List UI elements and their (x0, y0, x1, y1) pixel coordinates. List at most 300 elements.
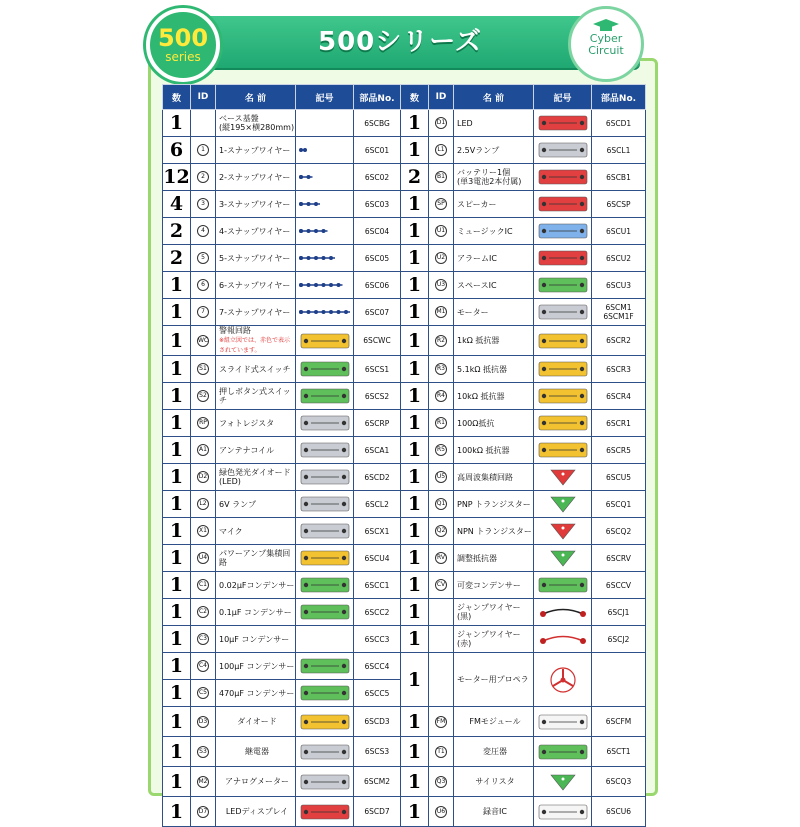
name-cell (216, 356, 296, 383)
part-name: モーター (457, 307, 489, 317)
part-number-cell: 6SCR3 (592, 356, 646, 383)
part-number-cell: 6SCSP (592, 191, 646, 218)
id-cell (429, 464, 454, 491)
name-cell (454, 545, 534, 572)
col-symbol: 記号 (534, 85, 592, 110)
part-name: 7-スナップワイヤー (219, 307, 291, 317)
part-name: 6V ランプ (219, 499, 257, 509)
id-cell (429, 599, 454, 626)
part-number-cell: 6SCRV (592, 545, 646, 572)
page-title: 500シリーズ (318, 27, 482, 57)
id-cell (191, 707, 216, 737)
symbol-cell (296, 383, 354, 410)
part-number-cell: 6SCM2 (354, 767, 401, 797)
id-cell (429, 356, 454, 383)
id-badge: 4 (197, 225, 209, 237)
qty-cell: 1 (163, 626, 191, 653)
qty-cell: 1 (401, 437, 429, 464)
part-name: 継電器 (245, 747, 269, 756)
part-name: 押しボタン式スイッチ (219, 387, 291, 405)
snap-wire-symbol (299, 303, 351, 321)
id-cell (429, 626, 454, 653)
name-cell (216, 626, 296, 653)
qty-cell: 1 (401, 272, 429, 299)
part-number-cell: 6SCU4 (354, 545, 401, 572)
name-cell (454, 437, 534, 464)
table-row (163, 356, 646, 383)
part-number-cell: 6SCC2 (354, 599, 401, 626)
id-cell (429, 797, 454, 827)
table-row (163, 599, 646, 626)
symbol-cell (534, 797, 592, 827)
id-badge: U1 (435, 225, 447, 237)
id-cell (191, 110, 216, 137)
part-name: スライド式スイッチ (219, 364, 291, 374)
part-name: 変圧器 (483, 747, 507, 756)
qty-cell: 1 (401, 707, 429, 737)
part-number-cell: 6SCA1 (354, 437, 401, 464)
symbol-cell (534, 737, 592, 767)
table-row (163, 545, 646, 572)
name-cell (454, 572, 534, 599)
part-name: アナログメーター (225, 777, 289, 786)
name-cell (454, 110, 534, 137)
id-badge: SP (435, 198, 447, 210)
name-cell (216, 110, 296, 137)
part-name: ミュージックIC (457, 226, 513, 236)
id-badge: 3 (197, 198, 209, 210)
name-cell (216, 707, 296, 737)
part-number-cell: 6SCX1 (354, 518, 401, 545)
part-number-cell: 6SCB1 (592, 164, 646, 191)
id-badge: FM (435, 716, 447, 728)
qty-cell: 1 (163, 518, 191, 545)
part-name: LED (457, 118, 473, 128)
symbol-cell (296, 797, 354, 827)
qty-cell: 1 (401, 356, 429, 383)
id-cell (191, 326, 216, 356)
part-number-cell: 6SCU5 (592, 464, 646, 491)
part-name: 470μF コンデンサー (219, 688, 295, 698)
graduation-cap-icon (593, 19, 619, 31)
id-cell (429, 737, 454, 767)
id-cell (429, 437, 454, 464)
part-number-cell: 6SC03 (354, 191, 401, 218)
id-cell (429, 410, 454, 437)
part-yellow-symbol (299, 549, 351, 567)
part-number-cell: 6SCC5 (354, 680, 401, 707)
col-qty: 数 (401, 85, 429, 110)
qty-cell: 1 (163, 545, 191, 572)
qty-cell: 1 (163, 356, 191, 383)
part-name: アンテナコイル (219, 445, 275, 455)
qty-cell: 1 (401, 797, 429, 827)
name-cell (216, 272, 296, 299)
id-cell (191, 299, 216, 326)
id-badge: RV (435, 552, 447, 564)
id-badge: D1 (435, 117, 447, 129)
name-cell (454, 299, 534, 326)
id-cell (191, 356, 216, 383)
part-number-cell: 6SCQ1 (592, 491, 646, 518)
id-badge: X1 (197, 525, 209, 537)
table-row (163, 110, 646, 137)
id-cell (429, 326, 454, 356)
name-cell (216, 572, 296, 599)
name-cell (216, 137, 296, 164)
part-green-symbol (299, 684, 351, 702)
symbol-cell (534, 572, 592, 599)
qty-cell: 1 (401, 518, 429, 545)
name-cell (454, 599, 534, 626)
symbol-cell (296, 707, 354, 737)
table-row (163, 383, 646, 410)
id-badge: U5 (435, 471, 447, 483)
qty-cell: 1 (401, 545, 429, 572)
name-cell (216, 653, 296, 680)
snap-wire-symbol (299, 222, 351, 240)
part-number-cell: 6SC05 (354, 245, 401, 272)
snap-wire-symbol (299, 195, 351, 213)
id-badge: R5 (435, 444, 447, 456)
part-yellow-symbol (299, 713, 351, 731)
id-badge: Q3 (435, 776, 447, 788)
id-badge: C1 (197, 579, 209, 591)
part-name: マイク (219, 526, 243, 536)
part-name: 緑色発光ダイオード (LED) (219, 468, 291, 486)
name-cell (454, 191, 534, 218)
qty-cell: 1 (163, 653, 191, 680)
part-number-cell: 6SCD7 (354, 797, 401, 827)
symbol-cell (534, 356, 592, 383)
part-green-symbol (299, 657, 351, 675)
part-number-cell: 6SCRP (354, 410, 401, 437)
part-name: 100μF コンデンサー (219, 661, 295, 671)
name-cell (216, 491, 296, 518)
name-cell (216, 737, 296, 767)
symbol-cell (534, 707, 592, 737)
symbol-cell (534, 545, 592, 572)
part-gray-symbol (299, 773, 351, 791)
id-cell (429, 707, 454, 737)
part-number-cell: 6SCFM (592, 707, 646, 737)
symbol-cell (534, 137, 592, 164)
table-row (163, 797, 646, 827)
qty-cell: 1 (401, 410, 429, 437)
symbol-cell (296, 164, 354, 191)
symbol-cell (296, 110, 354, 137)
id-cell (429, 218, 454, 245)
part-yellow-symbol (537, 387, 589, 405)
table-row (163, 491, 646, 518)
qty-cell: 1 (401, 326, 429, 356)
id-cell (191, 545, 216, 572)
name-cell (216, 464, 296, 491)
part-gray-symbol (537, 303, 589, 321)
part-yellow-symbol (537, 360, 589, 378)
id-cell (429, 767, 454, 797)
name-cell (454, 707, 534, 737)
brand-line-1: Cyber (589, 32, 623, 45)
name-cell (216, 245, 296, 272)
id-cell (191, 191, 216, 218)
part-number-cell: 6SCD3 (354, 707, 401, 737)
id-cell (429, 653, 454, 707)
part-name: 10kΩ 抵抗器 (457, 391, 505, 401)
qty-cell: 1 (163, 299, 191, 326)
part-yellow-symbol (537, 332, 589, 350)
id-cell (191, 410, 216, 437)
qty-cell: 1 (401, 653, 429, 707)
part-name: 5-スナップワイヤー (219, 253, 291, 263)
qty-cell: 6 (163, 137, 191, 164)
name-cell (216, 410, 296, 437)
part-number-cell: 6SCR1 (592, 410, 646, 437)
part-number-cell: 6SCCV (592, 572, 646, 599)
id-badge: Q2 (435, 525, 447, 537)
qty-cell: 1 (163, 110, 191, 137)
part-name: ジャンプワイヤー(赤) (457, 630, 521, 648)
symbol-cell (534, 626, 592, 653)
name-cell (454, 272, 534, 299)
symbol-cell (296, 599, 354, 626)
part-name: 録音IC (483, 807, 507, 816)
id-cell (429, 518, 454, 545)
name-cell (454, 518, 534, 545)
id-badge: 1 (197, 144, 209, 156)
id-badge: A1 (197, 444, 209, 456)
symbol-cell (296, 518, 354, 545)
part-number-cell: 6SC02 (354, 164, 401, 191)
name-cell (454, 797, 534, 827)
id-badge: 6 (197, 279, 209, 291)
col-part-no: 部品No. (592, 85, 646, 110)
part-red-symbol (537, 114, 589, 132)
name-cell (216, 164, 296, 191)
part-number-cell: 6SCT1 (592, 737, 646, 767)
part-name: パワーアンプ集積回路 (219, 549, 291, 567)
id-cell (191, 599, 216, 626)
symbol-cell (534, 464, 592, 491)
part-gray-symbol (299, 743, 351, 761)
symbol-cell (534, 410, 592, 437)
symbol-cell (534, 437, 592, 464)
name-cell (454, 626, 534, 653)
symbol-cell (534, 383, 592, 410)
table-row (163, 272, 646, 299)
name-cell (454, 653, 534, 707)
part-name: 6-スナップワイヤー (219, 280, 291, 290)
id-cell (429, 383, 454, 410)
name-cell (454, 218, 534, 245)
id-cell (191, 518, 216, 545)
parts-table (162, 84, 646, 827)
id-cell (429, 272, 454, 299)
part-name: ベース基盤 (縦195×横280mm) (219, 114, 295, 132)
symbol-cell (534, 218, 592, 245)
qty-cell: 4 (163, 191, 191, 218)
id-cell (191, 272, 216, 299)
part-name: 2-スナップワイヤー (219, 172, 291, 182)
name-cell (454, 491, 534, 518)
brand-logo (568, 6, 644, 82)
qty-cell: 1 (163, 737, 191, 767)
name-cell (216, 326, 296, 356)
table-row (163, 218, 646, 245)
id-cell (191, 464, 216, 491)
id-cell (191, 137, 216, 164)
table-row (163, 737, 646, 767)
id-badge: M2 (197, 776, 209, 788)
part-gray-symbol (299, 414, 351, 432)
qty-cell: 1 (401, 737, 429, 767)
id-cell (191, 572, 216, 599)
part-number-cell: 6SCM1 6SCM1F (592, 299, 646, 326)
propeller-icon (543, 665, 583, 695)
qty-cell: 1 (163, 599, 191, 626)
qty-cell: 1 (401, 218, 429, 245)
part-number-cell: 6SCR2 (592, 326, 646, 356)
qty-cell: 12 (163, 164, 191, 191)
part-number-cell: 6SCJ2 (592, 626, 646, 653)
symbol-cell (296, 545, 354, 572)
series-number: 500 (157, 24, 209, 52)
part-number-cell (592, 653, 646, 707)
part-name: 100Ω抵抗 (457, 418, 495, 428)
symbol-cell (534, 326, 592, 356)
qty-cell: 1 (163, 437, 191, 464)
part-gray-symbol (299, 468, 351, 486)
part-name: 高周波集積回路 (457, 472, 513, 482)
jump-red-symbol (537, 630, 589, 648)
part-gray-symbol (299, 522, 351, 540)
snap-wire-symbol (299, 141, 351, 159)
symbol-cell (534, 767, 592, 797)
id-badge: B1 (435, 171, 447, 183)
part-name: 0.1μF コンデンサー (219, 607, 292, 617)
part-number-cell: 6SC07 (354, 299, 401, 326)
id-cell (191, 245, 216, 272)
id-cell (191, 680, 216, 707)
name-cell (216, 518, 296, 545)
qty-cell: 1 (163, 767, 191, 797)
symbol-cell (534, 653, 592, 707)
id-cell (429, 164, 454, 191)
tri-green-symbol (537, 549, 589, 567)
part-number-cell: 6SCD1 (592, 110, 646, 137)
id-cell (191, 737, 216, 767)
name-cell (216, 545, 296, 572)
part-name: ダイオード (237, 717, 277, 726)
part-number-cell: 6SCD2 (354, 464, 401, 491)
qty-cell: 1 (163, 680, 191, 707)
series-label: series (165, 50, 201, 64)
table-row (163, 653, 646, 680)
symbol-cell (534, 299, 592, 326)
id-badge: C5 (197, 687, 209, 699)
qty-cell: 1 (401, 191, 429, 218)
part-name: 4-スナップワイヤー (219, 226, 291, 236)
col-id: ID (429, 85, 454, 110)
tri-green-symbol (537, 495, 589, 513)
id-badge: D3 (197, 716, 209, 728)
name-cell (216, 191, 296, 218)
part-number-cell: 6SC04 (354, 218, 401, 245)
part-green-symbol (299, 360, 351, 378)
symbol-cell (296, 626, 354, 653)
snap-wire-symbol (299, 249, 351, 267)
part-number-cell: 6SC01 (354, 137, 401, 164)
part-name: 3-スナップワイヤー (219, 199, 291, 209)
id-cell (191, 626, 216, 653)
table-row (163, 464, 646, 491)
table-row (163, 767, 646, 797)
snap-wire-symbol (299, 276, 351, 294)
table-header (163, 85, 646, 110)
name-cell (454, 356, 534, 383)
qty-cell: 2 (163, 218, 191, 245)
symbol-cell (534, 164, 592, 191)
id-cell (191, 767, 216, 797)
symbol-cell (296, 680, 354, 707)
table-row (163, 626, 646, 653)
tri-red-symbol (537, 522, 589, 540)
name-cell (454, 737, 534, 767)
id-badge: WC (197, 335, 209, 347)
table-row (163, 245, 646, 272)
id-badge: C4 (197, 660, 209, 672)
id-badge: 7 (197, 306, 209, 318)
part-gray-symbol (537, 141, 589, 159)
col-qty: 数 (163, 85, 191, 110)
id-badge: C3 (197, 633, 209, 645)
part-number-cell: 6SCU2 (592, 245, 646, 272)
id-badge: RP (197, 417, 209, 429)
name-cell (454, 383, 534, 410)
id-badge: D2 (197, 471, 209, 483)
id-cell (191, 383, 216, 410)
table-row (163, 191, 646, 218)
symbol-cell (534, 272, 592, 299)
id-badge: R3 (435, 363, 447, 375)
part-number-cell: 6SCQ3 (592, 767, 646, 797)
symbol-cell (296, 410, 354, 437)
name-cell (454, 767, 534, 797)
symbol-cell (296, 572, 354, 599)
table-row (163, 518, 646, 545)
tri-red-symbol (537, 468, 589, 486)
part-name: PNP トランジスター (457, 499, 531, 509)
id-badge: 5 (197, 252, 209, 264)
part-red-symbol (537, 195, 589, 213)
qty-cell: 1 (401, 245, 429, 272)
part-green-symbol (299, 387, 351, 405)
id-cell (191, 437, 216, 464)
id-badge: 2 (197, 171, 209, 183)
id-badge: U2 (435, 252, 447, 264)
id-badge: S1 (197, 363, 209, 375)
id-badge: S2 (197, 390, 209, 402)
symbol-cell (296, 137, 354, 164)
name-cell (454, 137, 534, 164)
symbol-cell (296, 464, 354, 491)
qty-cell: 1 (163, 797, 191, 827)
id-cell (191, 797, 216, 827)
part-name: スペースIC (457, 280, 497, 290)
id-badge: R2 (435, 335, 447, 347)
qty-cell: 1 (401, 464, 429, 491)
part-name: モーター用プロペラ (457, 675, 529, 684)
